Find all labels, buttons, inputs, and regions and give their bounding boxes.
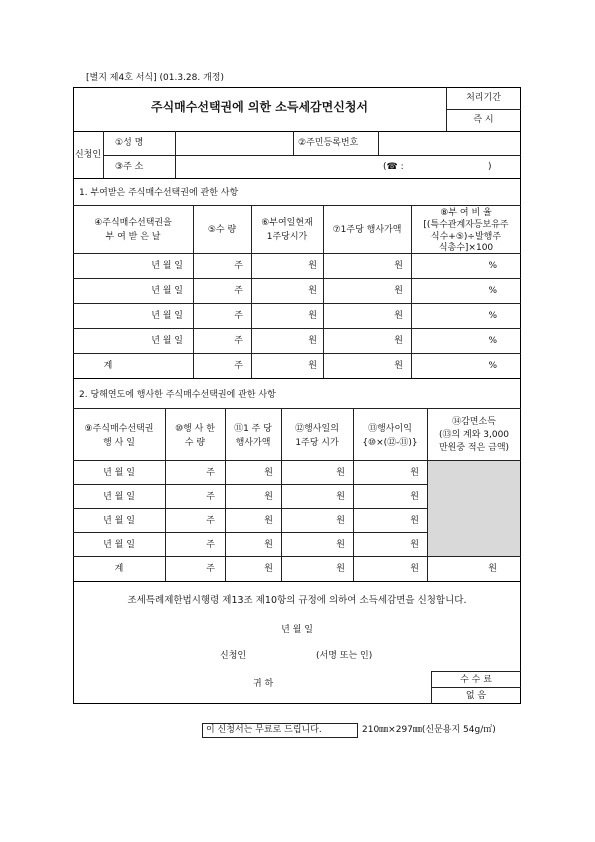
sec2-row-2-exercise-profit: 원 bbox=[410, 492, 419, 502]
sec2-row-4-unit-exercise: 원 bbox=[264, 540, 273, 550]
sec1-row-1-grant-date: 년 월 일 bbox=[151, 261, 183, 271]
header-market-price-2: 1주당 시가 bbox=[295, 438, 339, 448]
header-grant-ratio-4: 식총수]×100 bbox=[438, 243, 494, 253]
sec2-total-price: 원 bbox=[264, 564, 273, 574]
header-grant-ratio: ⑧부 여 비 율 bbox=[440, 208, 492, 218]
sec2-row-1-exercise-date: 년 월 일 bbox=[103, 468, 135, 478]
free-notice: 이 신청서는 무료로 드립니다. bbox=[206, 725, 322, 735]
sec2-row-3-market-price: 원 bbox=[336, 516, 345, 526]
sec2-row-1-exercise-profit: 원 bbox=[410, 468, 419, 478]
applicant-group-label: 신청인 bbox=[74, 150, 102, 160]
sec2-row-2-market-price: 원 bbox=[336, 492, 345, 502]
sec2-row-4-exercise-date: 년 월 일 bbox=[103, 540, 135, 550]
sec1-row-5-grant-ratio: % bbox=[488, 361, 497, 371]
sec1-row-5-grant-price: 원 bbox=[308, 361, 317, 371]
sec2-row-3-exercise-date: 년 월 일 bbox=[103, 516, 135, 526]
sec1-row-3-grant-ratio: % bbox=[488, 311, 497, 321]
phone-field[interactable] bbox=[412, 156, 484, 177]
sec1-row-4-quantity: 주 bbox=[234, 336, 243, 346]
sec2-row-4-quantity: 주 bbox=[206, 540, 215, 550]
header-grant-price-2: 1주당시가 bbox=[266, 232, 308, 242]
sec2-total-market: 원 bbox=[336, 564, 345, 574]
sec1-row-2-exercise-price: 원 bbox=[394, 286, 403, 296]
sec2-row-3-unit-exercise: 원 bbox=[264, 516, 273, 526]
name-label: ①성 명 bbox=[115, 138, 144, 148]
sec1-row-2-grant-ratio: % bbox=[488, 286, 497, 296]
phone-label: (☎ : bbox=[383, 162, 404, 172]
sec1-row-3-grant-price: 원 bbox=[308, 311, 317, 321]
declaration-text: 조세특례제한법시행령 제13조 제10항의 규정에 의하여 소득세감면을 신청합니다. bbox=[127, 595, 467, 606]
sec2-row-3-exercise-profit: 원 bbox=[410, 516, 419, 526]
sec1-row-4-grant-ratio: % bbox=[488, 336, 497, 346]
sec1-row-2-grant-date: 년 월 일 bbox=[151, 286, 183, 296]
addressee: 귀 하 bbox=[253, 679, 274, 689]
header-market-price: ⑫행사일의 bbox=[295, 424, 339, 434]
header-quantity: ⑤수 량 bbox=[207, 225, 237, 235]
signer-field[interactable] bbox=[252, 647, 308, 663]
sec1-row-3-exercise-price: 원 bbox=[394, 311, 403, 321]
fee-value: 없 음 bbox=[465, 691, 487, 701]
header-grant-date: ④주식매수선택권을 bbox=[94, 218, 172, 228]
header-exercise-profit: ⑬행사이익 bbox=[368, 424, 412, 434]
paper-spec: 210㎜×297㎜(신문용지 54g/㎡) bbox=[362, 725, 496, 735]
sec2-row-2-exercise-date: 년 월 일 bbox=[103, 492, 135, 502]
address-field[interactable] bbox=[176, 156, 376, 177]
phone-close: ) bbox=[488, 162, 492, 172]
resident-id-field[interactable] bbox=[379, 132, 520, 154]
declaration-date: 년 월 일 bbox=[281, 625, 313, 635]
processing-period-value: 즉 시 bbox=[473, 115, 494, 125]
header-grant-ratio-2: [(특수관계자등보유주 bbox=[423, 220, 509, 230]
sec1-row-1-quantity: 주 bbox=[234, 261, 243, 271]
sec2-row-2-quantity: 주 bbox=[206, 492, 215, 502]
section1-title: 1. 부여받은 주식매수선택권에 관한 사항 bbox=[79, 188, 239, 198]
header-grant-price: ⑥부여일현재 bbox=[261, 218, 313, 228]
fee-label: 수 수 료 bbox=[460, 675, 492, 685]
sec1-row-2-grant-price: 원 bbox=[308, 286, 317, 296]
sec2-row-4-exercise-profit: 원 bbox=[410, 540, 419, 550]
header-exempt-income-2: (⑬의 계와 3,000 bbox=[438, 430, 510, 440]
sec2-total-exempt: 원 bbox=[488, 564, 497, 574]
resident-id-label: ②주민등록번호 bbox=[298, 138, 359, 148]
sec2-total-qty: 주 bbox=[206, 564, 215, 574]
sec1-row-3-grant-date: 년 월 일 bbox=[151, 311, 183, 321]
sec2-total-label: 계 bbox=[114, 564, 124, 574]
sec1-row-1-grant-ratio: % bbox=[488, 261, 497, 271]
header-exercise-date: ⑨주식매수선택권 bbox=[84, 424, 154, 434]
sec1-row-2-quantity: 주 bbox=[234, 286, 243, 296]
sec2-row-2-unit-exercise: 원 bbox=[264, 492, 273, 502]
sec1-row-4-grant-price: 원 bbox=[308, 336, 317, 346]
sec1-row-1-exercise-price: 원 bbox=[394, 261, 403, 271]
header-unit-exercise-2: 행사가액 bbox=[235, 438, 271, 448]
sec2-row-3-quantity: 주 bbox=[206, 516, 215, 526]
name-field[interactable] bbox=[176, 132, 292, 154]
header-unit-exercise: ⑪1 주 당 bbox=[234, 424, 272, 434]
sec1-row-5-quantity: 주 bbox=[234, 361, 243, 371]
sec1-row-4-grant-date: 년 월 일 bbox=[151, 336, 183, 346]
header-exercised-qty-2: 수 량 bbox=[184, 438, 206, 448]
sec2-total-profit: 원 bbox=[410, 564, 419, 574]
sec1-row-1-grant-price: 원 bbox=[308, 261, 317, 271]
address-label: ③주 소 bbox=[115, 162, 144, 172]
form-number-note: [별지 제4호 서식] (01.3.28. 개정) bbox=[86, 73, 224, 83]
processing-period-label: 처리기간 bbox=[466, 93, 501, 103]
section2-title: 2. 당해연도에 행사한 주식매수선택권에 관한 사항 bbox=[79, 390, 276, 400]
header-exercise-price: ⑦1주당 행사가액 bbox=[332, 225, 402, 235]
sec1-row-5-grant-date: 계 bbox=[103, 361, 113, 371]
signer-label: 신청인 bbox=[220, 651, 247, 661]
header-grant-ratio-3: 식수+⑤)÷발행주 bbox=[430, 232, 502, 242]
sec2-row-1-quantity: 주 bbox=[206, 468, 215, 478]
header-exempt-income-3: 만원중 적은 금액) bbox=[438, 443, 510, 453]
form-title: 주식매수선택권에 의한 소득세감면신청서 bbox=[150, 100, 368, 114]
header-exercise-profit-2: {⑩×(⑫-⑪)} bbox=[362, 438, 418, 448]
sec1-row-5-exercise-price: 원 bbox=[394, 361, 403, 371]
sec2-row-4-market-price: 원 bbox=[336, 540, 345, 550]
sec2-row-1-market-price: 원 bbox=[336, 468, 345, 478]
sec1-row-3-quantity: 주 bbox=[234, 311, 243, 321]
sec1-row-4-exercise-price: 원 bbox=[394, 336, 403, 346]
signer-note: (서명 또는 인) bbox=[316, 651, 373, 661]
header-exercise-date-2: 행 사 일 bbox=[103, 438, 135, 448]
header-exempt-income: ⑭감면소득 bbox=[452, 417, 496, 427]
header-exercised-qty: ⑩행 사 한 bbox=[175, 424, 215, 434]
header-grant-date-2: 부 여 받 은 날 bbox=[105, 232, 161, 242]
shaded-cell bbox=[428, 461, 520, 556]
sec2-row-1-unit-exercise: 원 bbox=[264, 468, 273, 478]
